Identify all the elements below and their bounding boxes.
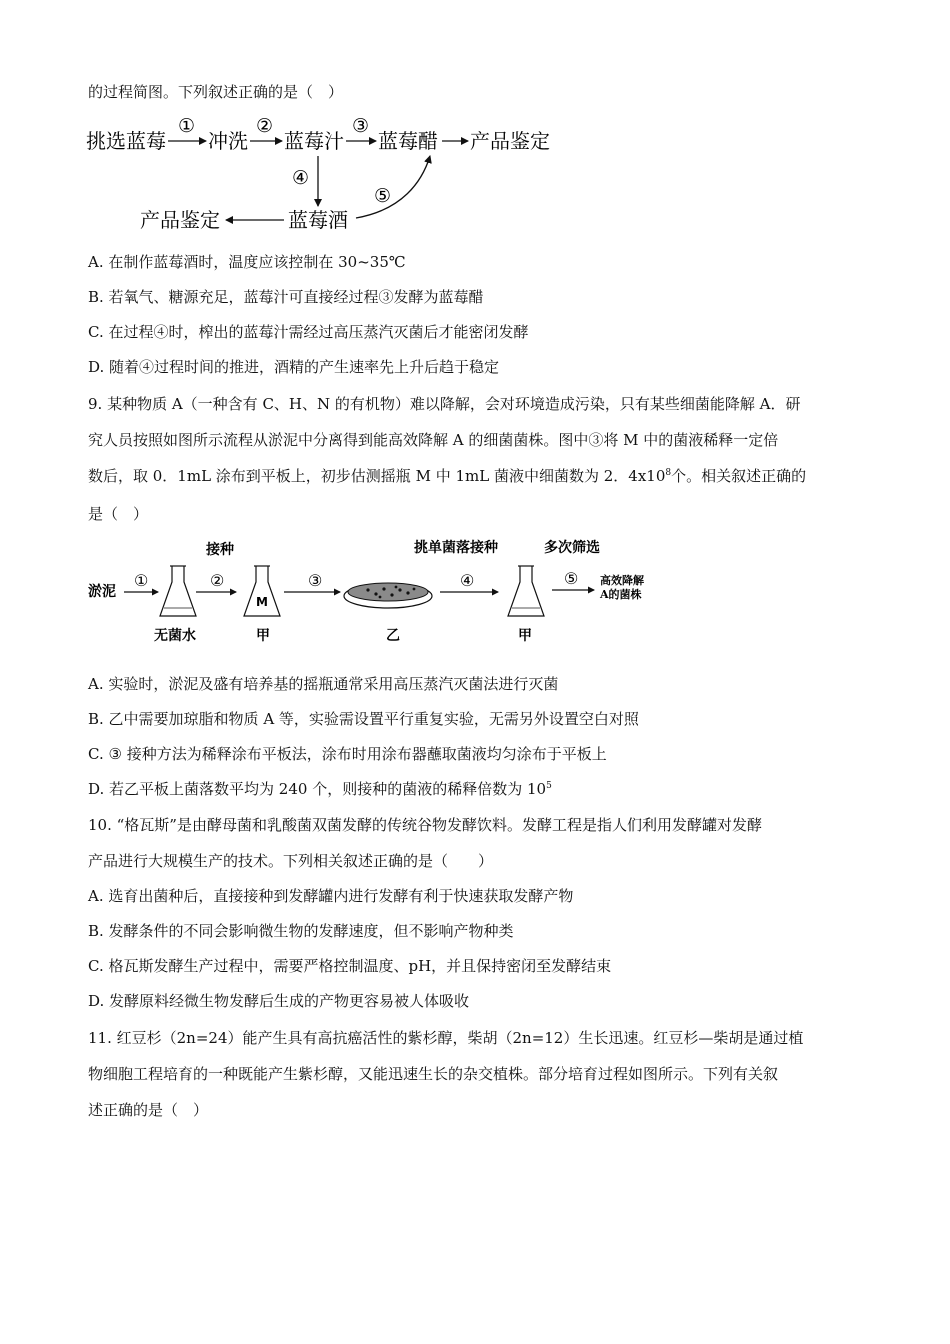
label-plate-yi: 乙 [386,628,400,644]
step-2-label: ② [256,115,274,137]
q9-option-b: B. 乙中需要加琼脂和物质 A 等，实验需设置平行重复实验，无需另外设置空白对照 [88,710,639,728]
q8-option-b: B. 若氧气、糖源充足，蓝莓汁可直接经过程③发酵为蓝莓醋 [88,288,484,306]
arrow-step-5 [356,156,430,218]
q8-stem-tail: 的过程简图。下列叙述正确的是（ ） [88,83,344,101]
step-1-label: ① [178,115,196,137]
step-3-label: ③ [352,115,370,137]
q10-stem-line-1: 10. “格瓦斯”是由酵母菌和乳酸菌双菌发酵的传统谷物发酵饮料。发酵工程是指人们利用发酵罐对发酵 [88,816,762,834]
node-wash: 冲洗 [208,129,248,153]
q9-line3-text-b: 个。相关叙述正确的 [671,467,807,485]
q9-step-3-label: ③ [308,571,323,590]
node-blueberry-wine: 蓝莓酒 [288,208,348,232]
label-sterile-water: 无菌水 [154,628,196,644]
label-result-line-2: A的菌株 [600,588,642,601]
q9-process-diagram [84,536,664,648]
q9-step-4-label: ④ [460,571,475,590]
label-flask-jia-2: 甲 [518,628,532,644]
step-4-label: ④ [292,167,310,189]
q9-option-c: C. ③ 接种方法为稀释涂布平板法，涂布时用涂布器蘸取菌液均匀涂布于平板上 [88,745,607,763]
q8-option-d: D. 随着④过程时间的推进，酒精的产生速率先上升后趋于稳定 [88,358,500,376]
q8-option-c: C. 在过程④时，榨出的蓝莓汁需经过高压蒸汽灭菌后才能密闭发酵 [88,323,529,341]
node-product-test-1: 产品鉴定 [470,129,550,153]
q11-stem-line-2: 物细胞工程培育的一种既能产生紫杉醇，又能迅速生长的杂交植株。部分培育过程如图所示。下列有关叙 [88,1065,779,1083]
q8-option-a: A. 在制作蓝莓酒时，温度应该控制在 30~35℃ [88,253,406,271]
label-pick-colony: 挑单菌落接种 [414,540,498,556]
q9-step-5-label: ⑤ [564,569,579,588]
q9-stem-line-1: 9. 某种物质 A（一种含有 C、H、N 的有机物）难以降解，会对环境造成污染，只有某些细菌能降解 A．研 [88,395,801,413]
flask-jia-2-icon [508,566,544,616]
label-inoculate: 接种 [206,542,234,558]
q11-stem-line-3: 述正确的是（ ） [88,1101,209,1119]
q9-option-d [88,779,552,799]
petri-dish-icon [344,583,432,608]
node-blueberry-juice: 蓝莓汁 [284,129,344,153]
q9-stem-line-2: 究人员按照如图所示流程从淤泥中分离得到能高效降解 A 的细菌菌株。图中③将 M 中的菌液稀释一定倍 [88,431,779,449]
q9-step-1-label: ① [134,571,149,590]
node-blueberry-vinegar: 蓝莓醋 [378,129,438,153]
q10-option-c: C. 格瓦斯发酵生产过程中，需要严格控制温度、pH，并且保持密闭至发酵结束 [88,957,612,975]
q9-stem-line-3 [88,466,806,486]
flask-sterile-water-icon [160,566,196,616]
q9-option-d-exponent: 5 [546,781,552,791]
label-result-line-1: 高效降解 [600,574,644,587]
label-flask-m: M [256,595,268,609]
q11-stem-line-1: 11. 红豆杉（2n=24）能产生具有高抗癌活性的紫杉醇，柴胡（2n=12）生长迅速。红豆杉—柴胡是通过植 [88,1029,804,1047]
q9-line3-exponent: 8 [665,468,672,478]
label-flask-jia-1: 甲 [256,628,270,644]
q9-stem-line-4: 是（ ） [88,505,149,523]
label-multi-screen: 多次筛选 [544,540,600,556]
q10-option-a: A. 选育出菌种后，直接接种到发酵罐内进行发酵有利于快速获取发酵产物 [88,887,574,905]
q9-option-d-text: D. 若乙平板上菌落数平均为 240 个，则接种的菌液的稀释倍数为 10 [88,780,547,798]
node-select-blueberry: 挑选蓝莓 [86,129,166,153]
q9-line3-text-a: 数后，取 0．1mL 涂布到平板上，初步估测摇瓶 M 中 1mL 菌液中细菌数为 2．4x10 [88,467,666,485]
node-product-test-2: 产品鉴定 [140,208,220,232]
q9-option-a: A. 实验时，淤泥及盛有培养基的摇瓶通常采用高压蒸汽灭菌法进行灭菌 [88,675,559,693]
q9-step-2-label: ② [210,571,225,590]
q10-option-b: B. 发酵条件的不同会影响微生物的发酵速度，但不影响产物种类 [88,922,514,940]
step-5-label: ⑤ [374,185,392,207]
q10-option-d: D. 发酵原料经微生物发酵后生成的产物更容易被人体吸收 [88,992,470,1010]
q8-flow-diagram [84,110,564,240]
label-mud: 淤泥 [88,584,116,600]
q10-stem-line-2: 产品进行大规模生产的技术。下列相关叙述正确的是（ ） [88,852,494,870]
